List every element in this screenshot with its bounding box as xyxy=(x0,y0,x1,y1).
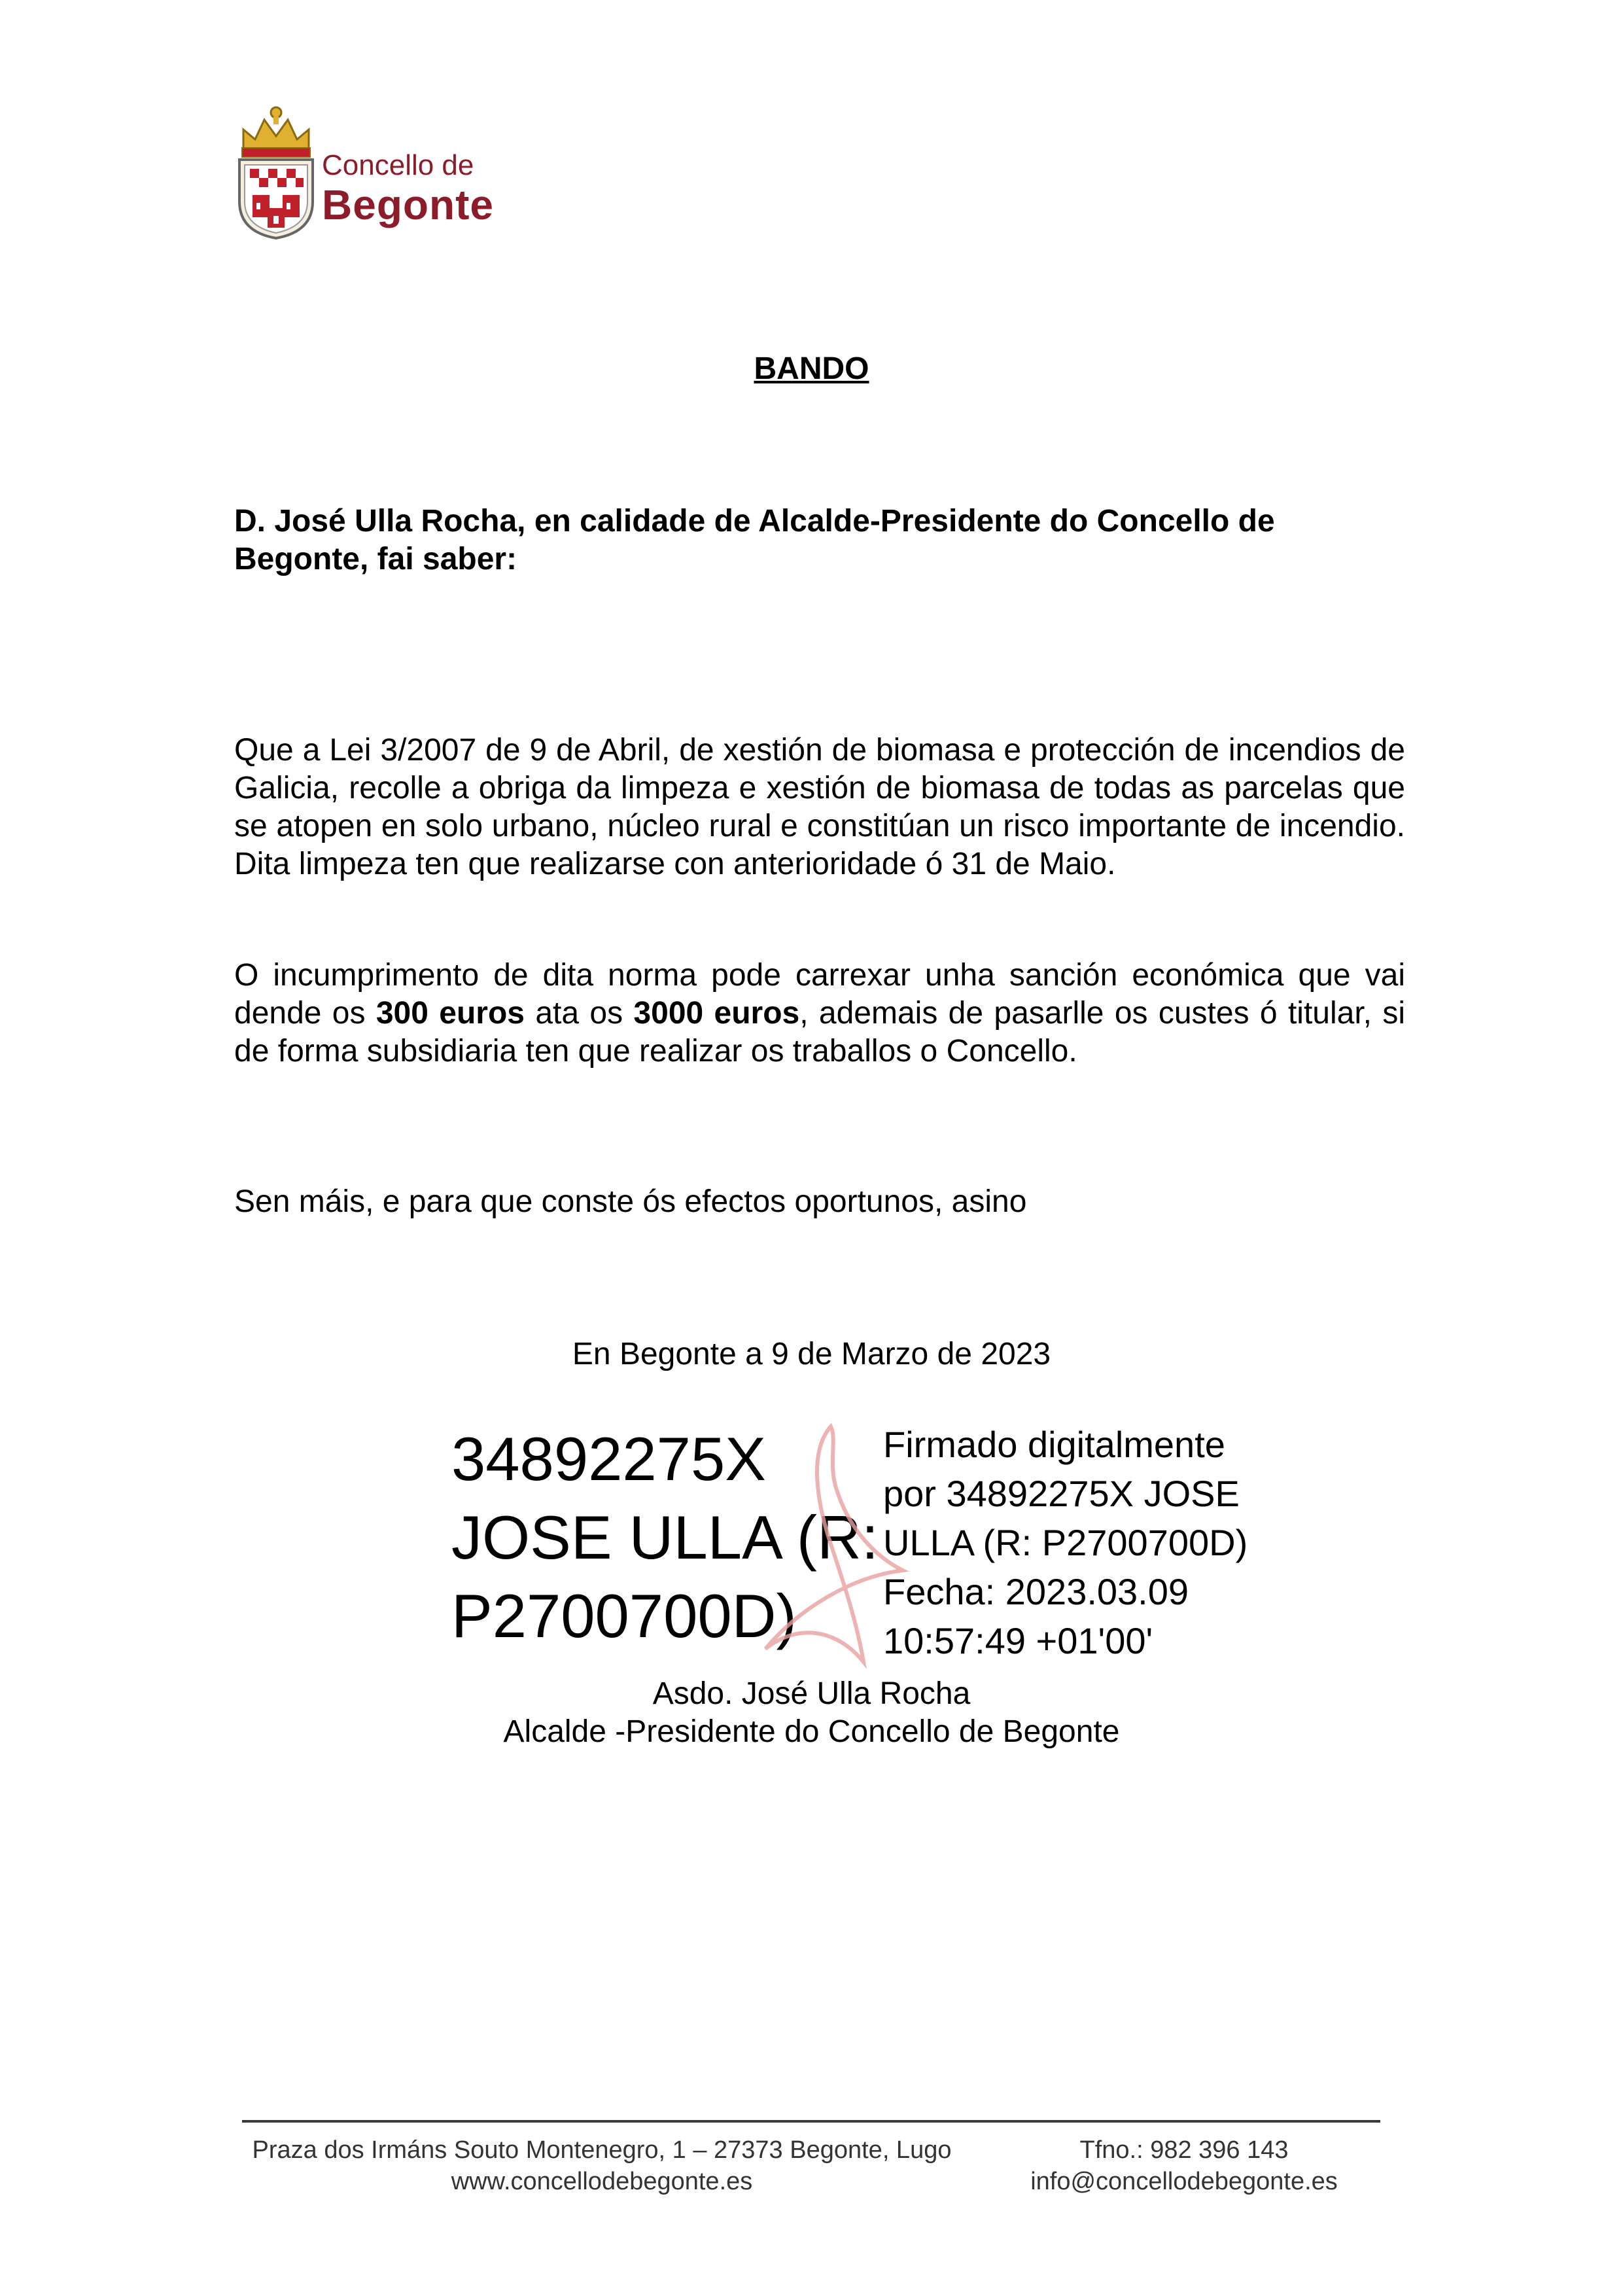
sanction-text-1: O incumprimento de dita norma pode carrexar unha sanción económica que vai dende os xyxy=(234,958,1405,1031)
signer-role: Alcalde -Presidente do Concello de Begonte xyxy=(503,1714,1120,1749)
coat-of-arms-icon xyxy=(230,103,322,241)
signature-info-line: 10:57:49 +01'00' xyxy=(883,1620,1153,1661)
footer-email-link[interactable]: info@concellodebegonte.es xyxy=(1030,2168,1338,2195)
footer-website-link[interactable]: www.concellodebegonte.es xyxy=(451,2168,753,2195)
signature-info-line: Fecha: 2023.03.09 xyxy=(883,1571,1189,1612)
page-title: BANDO xyxy=(754,351,869,386)
sanction-text-2: ata os xyxy=(524,996,634,1031)
law-paragraph: Que a Lei 3/2007 de 9 de Abril, de xestión de biomasa e protección de incendios de Galicia, recolle a obriga da limpeza e xestión de biomasa de todas as parcelas que se atopen en solo urbano, núcleo rural e constitúan un risco importante de incendio. Dita limpeza ten que realizarse con anterioridade ó 31 de Maio. xyxy=(234,733,1405,881)
signature-info-line: ULLA (R: P2700700D) xyxy=(883,1522,1248,1563)
signature-name-line: JOSE ULLA (R: xyxy=(451,1503,879,1572)
sanction-paragraph xyxy=(234,957,1405,1070)
date-line: En Begonte a 9 de Marzo de 2023 xyxy=(572,1337,1051,1371)
logo-line-begonte: Begonte xyxy=(322,181,494,228)
signature-info-block xyxy=(883,1420,1341,1665)
closing-paragraph: Sen máis, e para que conste ós efectos oportunos, asino xyxy=(234,1184,1027,1219)
signer-name: Asdo. José Ulla Rocha xyxy=(652,1676,971,1711)
signature-name-line: 34892275X xyxy=(451,1424,766,1493)
signature-info-line: Firmado digitalmente xyxy=(883,1424,1225,1465)
intro-paragraph: D. José Ulla Rocha, en calidade de Alcalde-Presidente do Concello de Begonte, fai saber: xyxy=(234,504,1275,576)
footer-phone: Tfno.: 982 396 143 xyxy=(1079,2136,1289,2164)
footer-address: Praza dos Irmáns Souto Montenegro, 1 – 27373 Begonte, Lugo xyxy=(252,2136,952,2164)
sanction-min-amount: 300 euros xyxy=(375,996,525,1031)
sanction-text-3: , ademais de pasarlle os custes ó titular, si de forma subsidiaria ten que realizar os traballos o Concello. xyxy=(234,996,1406,1069)
logo-wordmark xyxy=(322,149,512,228)
footer-address-block xyxy=(242,2134,962,2197)
signature-name-line: P2700700D) xyxy=(451,1581,797,1650)
municipal-logo xyxy=(230,103,505,241)
signature-info-line: por 34892275X JOSE xyxy=(883,1473,1240,1514)
signer-block xyxy=(0,1675,1623,1751)
footer-divider xyxy=(242,2120,1380,2123)
footer-contact-block xyxy=(981,2134,1387,2197)
logo-line-concello: Concello de xyxy=(322,149,474,181)
sanction-max-amount: 3000 euros xyxy=(633,996,800,1031)
